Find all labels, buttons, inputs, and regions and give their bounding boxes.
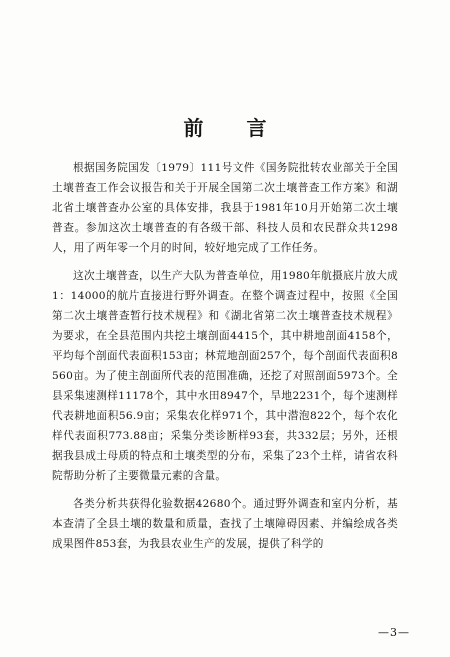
paragraph-2: 这次土壤普查，以生产大队为普查单位，用1980年航摄底片放大成1：14000的航片直接进行野外调查。在整个调查过程中，按照《全国第二次土壤普查暂行技术规程》和《湖北省第二次土壤普查技术规程》为要求，在全县范围内共挖土壤剖面4415个，其中耕地剖面4158个，平均每个剖面代表面积153亩；林荒地剖面257个，每个剖面代表面积8560亩。为了使主剖面所代表的范围准确，还挖了对照剖面5973个。全县采集速测样11178个，其中水田8947个，旱地2231个，每个速测样代表耕地面积56.9亩；采集农化样971个，其中潜泡822个，每个农化样代表面积773.88亩；采集分类诊断样93套，共332层；另外，还根据我县成土母质的特点和土壤类型的分布，采集了23个土样，请省农科院帮助分析了主要微量元素的含量。: [52, 270, 398, 482]
page-number: —3—: [378, 626, 410, 639]
paragraph-3: 各类分析共获得化验数据42680个。通过野外调查和室内分析，基本查清了全县土壤的数量和质量，查找了土壤障碍因素、并编绘成各类成果图件853套，为我县农业生产的发展，提供了科学的: [52, 498, 398, 550]
page-title: 前 言: [183, 116, 285, 140]
document-body: [52, 158, 398, 562]
paragraph-1: 根据国务院国发〔1979〕111号文件《国务院批转农业部关于全国土壤普查工作会议报告和关于开展全国第二次土壤普查工作方案》和湖北省土壤普查办公室的具体安排，我县于1981年10月开始第二次土壤普查。参加这次土壤普查的有各级干部、科技人员和农民群众共1298人，用了两年零一个月的时间，较好地完成了工作任务。: [52, 162, 398, 254]
